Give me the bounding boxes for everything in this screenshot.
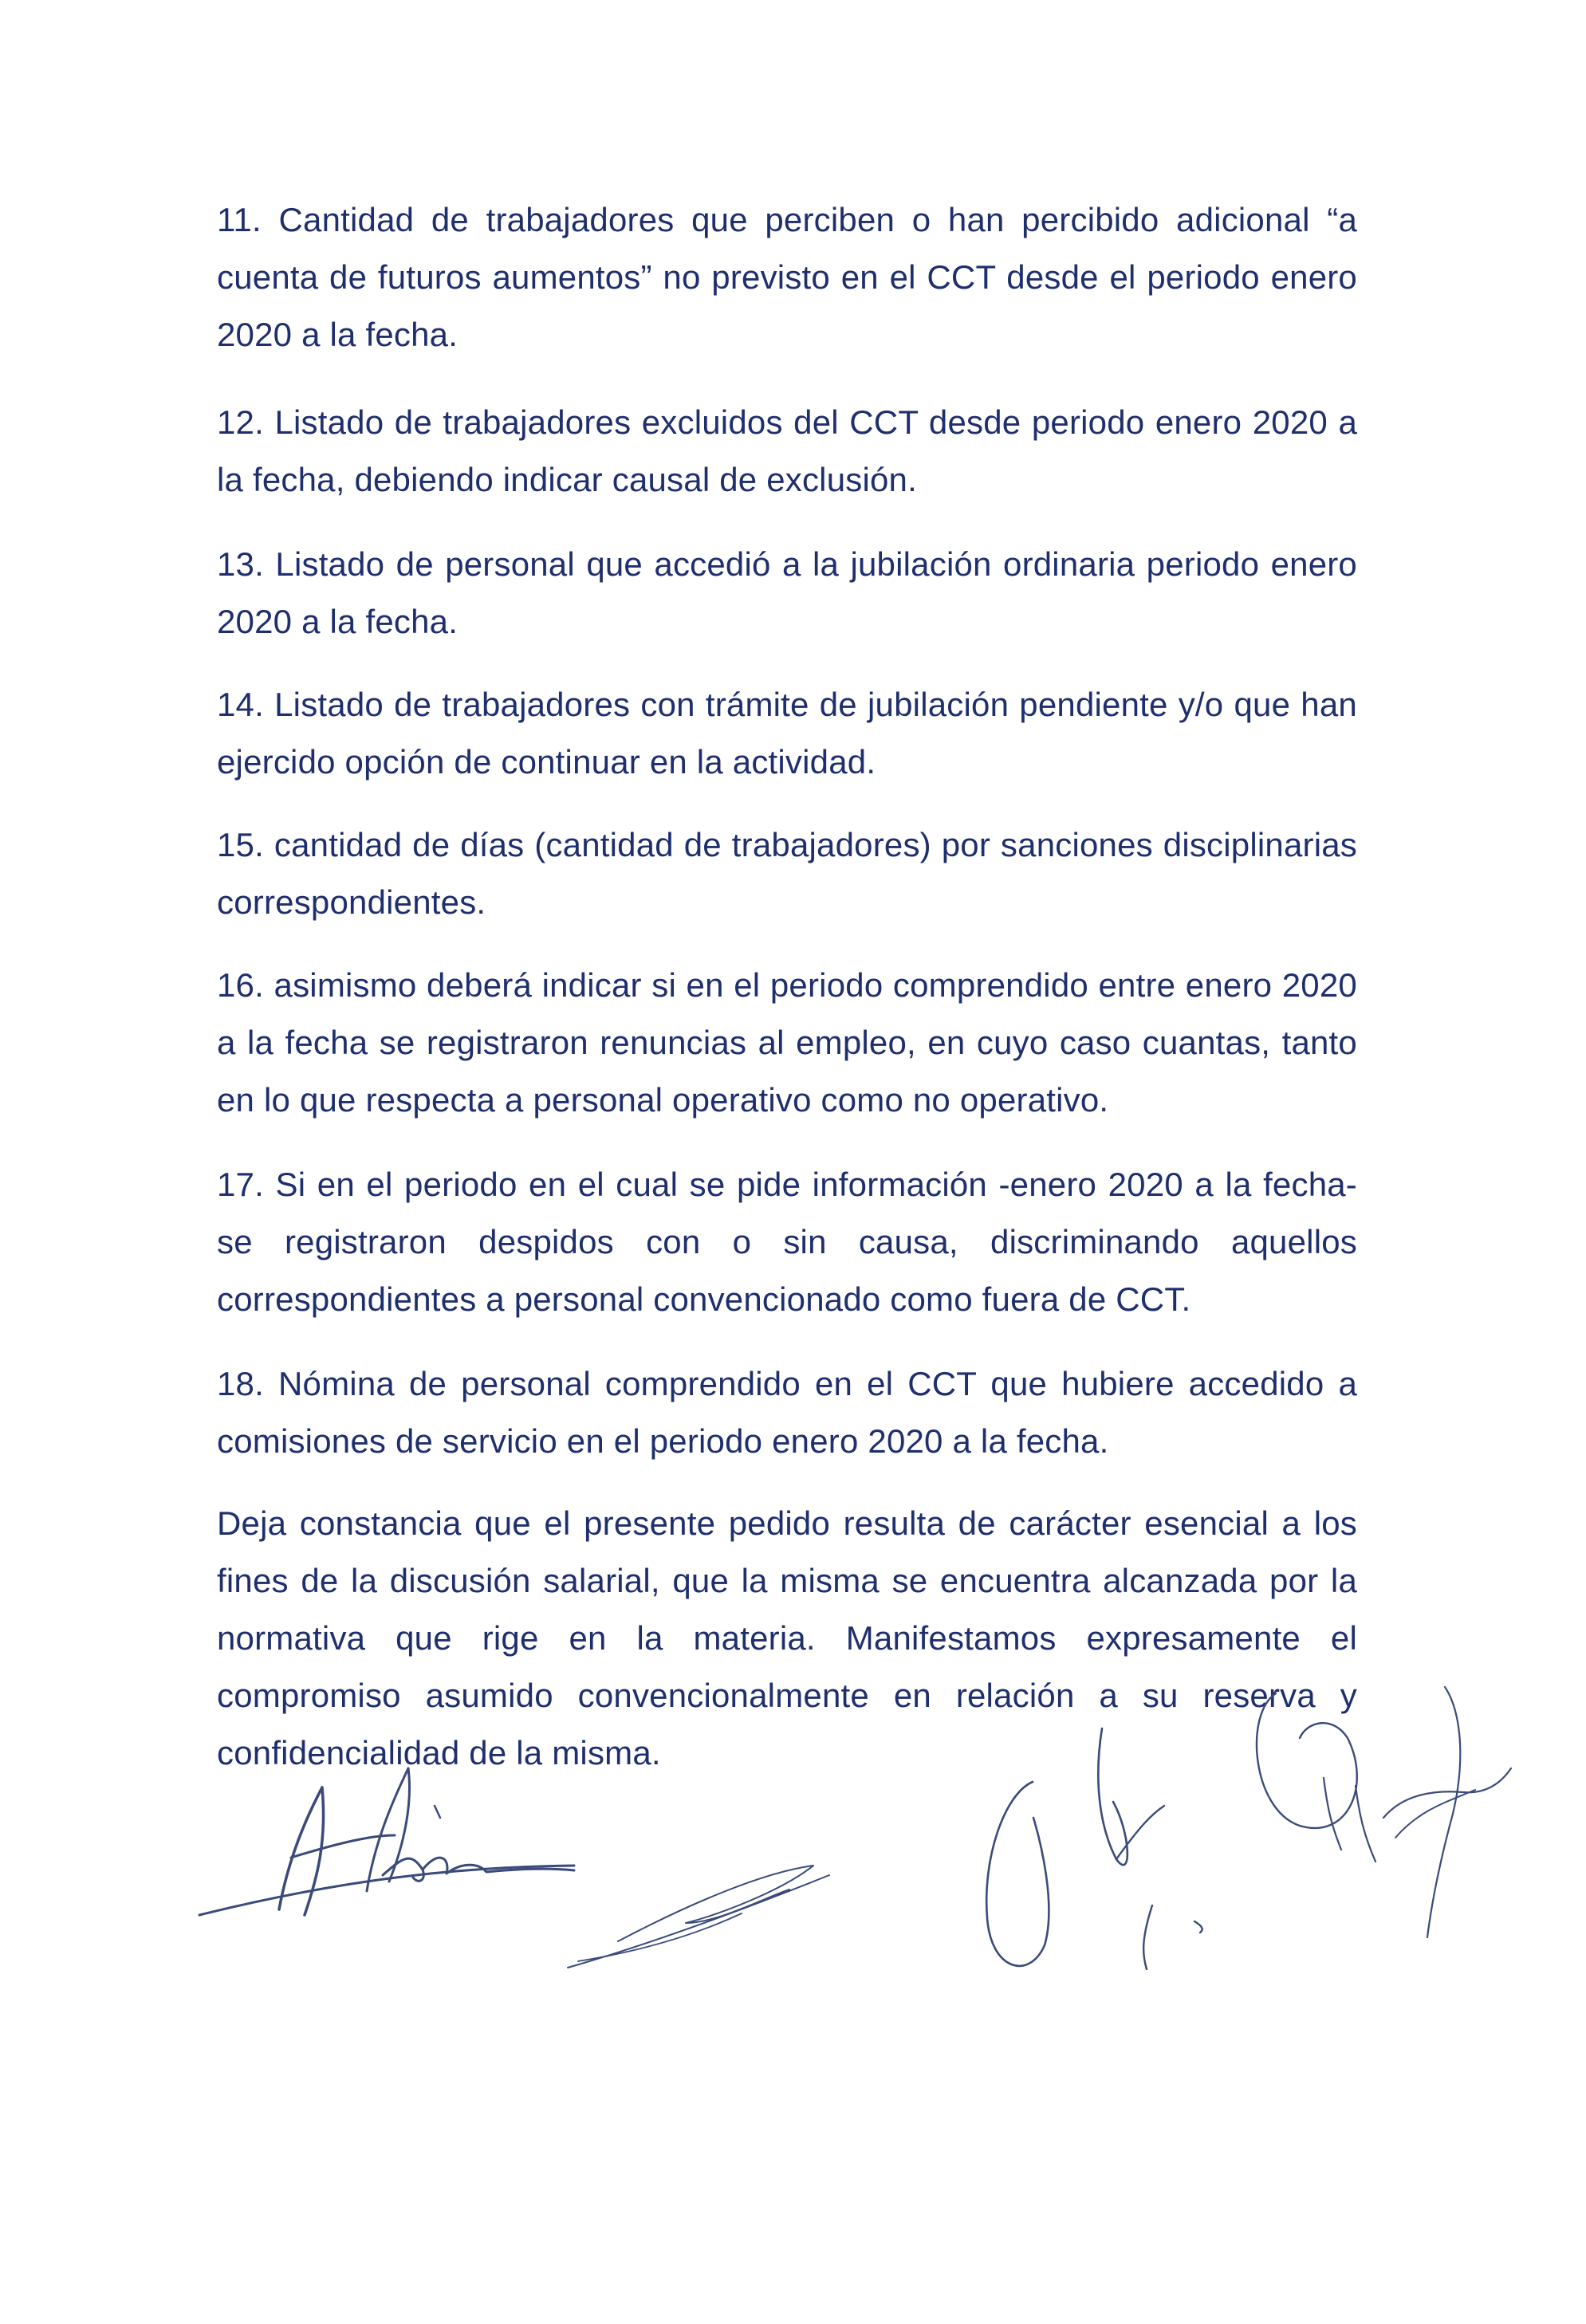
signature-1 — [199, 1768, 574, 1915]
item-11: 11. Cantidad de trabajadores que perciben o han percibido adicional “a cuenta de futuros aumentos” no previsto en el CCT desde el periodo enero 2020 a la fecha. — [217, 201, 1357, 353]
item-13: 13. Listado de personal que accedió a la jubilación ordinaria periodo enero 2020 a la fecha. — [217, 545, 1357, 640]
item-12: 12. Listado de trabajadores excluidos del CCT desde periodo enero 2020 a la fecha, debiendo indicar causal de exclusión. — [217, 403, 1357, 498]
item-18: 18. Nómina de personal comprendido en el CCT que hubiere accedido a comisiones de servicio en el periodo enero 2020 a la fecha. — [217, 1365, 1357, 1460]
item-16: 16. asimismo deberá indicar si en el periodo comprendido entre enero 2020 a la fecha se registraron renuncias al empleo, en cuyo caso cuantas, tanto en lo que respecta a personal operativo como no operativo. — [217, 966, 1357, 1119]
signature-2 — [568, 1866, 829, 1968]
item-17: 17. Si en el periodo en el cual se pide información -enero 2020 a la fecha- se registraron despidos con o sin causa, discriminando aquellos correspondientes a personal convencionado como fuera de CCT. — [217, 1166, 1357, 1318]
item-14: 14. Listado de trabajadores con trámite de jubilación pendiente y/o que han ejercido opción de continuar en la actividad. — [217, 686, 1357, 781]
closing-statement: Deja constancia que el presente pedido resulta de carácter esencial a los fines de la discusión salarial, que la misma se encuentra alcanzada por la normativa que rige en la materia. Manifestamos expresamente el compromiso asumido convencionalmente en relación a su reserva y confidencialidad de la misma. — [217, 1504, 1357, 1772]
signatures-area — [0, 1666, 1586, 2001]
signatures-svg — [0, 1666, 1586, 2001]
signature-3 — [986, 1687, 1511, 1969]
item-15: 15. cantidad de días (cantidad de trabajadores) por sanciones disciplinarias correspondientes. — [217, 826, 1357, 921]
